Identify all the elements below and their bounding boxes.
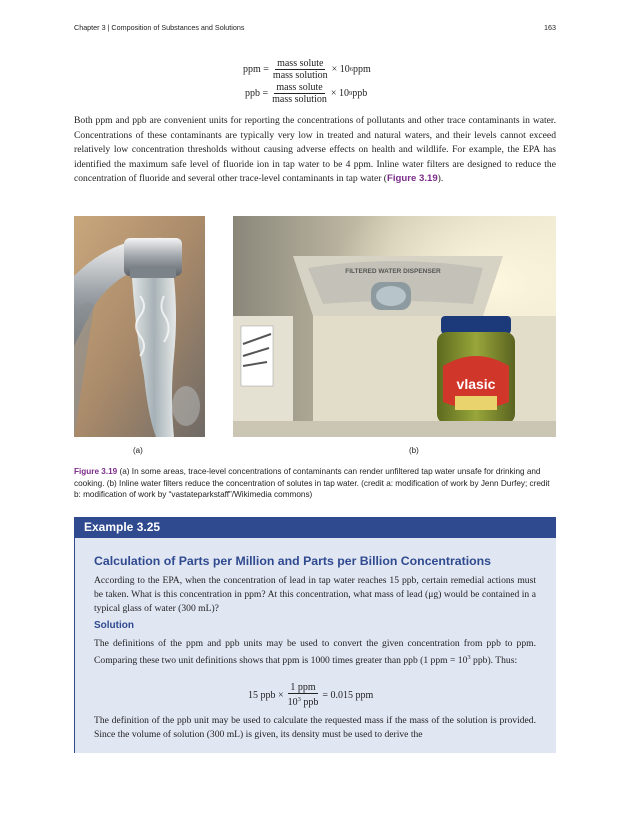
ppm-fraction xyxy=(271,58,330,81)
body-text-end: ). xyxy=(437,173,444,185)
ppb-fraction xyxy=(270,82,329,105)
ppb-denominator: mass solution xyxy=(272,94,327,105)
ppm-numerator: mass solute xyxy=(277,58,324,69)
calc-den-base: 10 xyxy=(287,697,298,708)
faucet-photo xyxy=(74,216,205,437)
ppb-unit: ppb xyxy=(352,88,368,99)
calc-denominator xyxy=(286,694,321,708)
calc-den-unit: ppb xyxy=(300,697,319,708)
ppb-exponent: 9 xyxy=(349,90,353,97)
solution-p1-text: The definitions of the ppm and ppb units may be used to convert the given concentration from ppb to ppm. Comparing these two unit definitions shows that ppm is 1000 times greater than ppb (1 ppm = 10 xyxy=(94,638,536,667)
calc-result: = 0.015 ppm xyxy=(322,689,374,701)
caption-label: Figure 3.19 xyxy=(74,467,118,476)
figure-label-a: (a) xyxy=(133,446,143,455)
ppm-denominator: mass solution xyxy=(272,70,328,81)
solution-p1-exponent: 3 xyxy=(467,654,471,662)
page-number: 163 xyxy=(544,23,556,32)
solution-p1-text-end: ppb). Thus: xyxy=(470,655,518,667)
chapter-title: Chapter 3 | Composition of Substances and Solutions xyxy=(74,23,245,32)
jar-brand: vlasic xyxy=(456,376,496,392)
figure-3-19-link[interactable]: Figure 3.19 xyxy=(387,173,438,185)
ppm-unit: ppm xyxy=(353,64,371,75)
body-text: Both ppm and ppb are convenient units for reporting the concentrations of pollutants and other trace contaminants in water. Concentrations of these contaminants are typically very low in treated and natural waters, and their levels cannot exceed relatively low concentration thresholds without causing adverse effects on health and wildlife. For example, the EPA has identified the maximum safe level of fluoride ion in tap water to be 4 ppm. Inline water filters are designed to reduce the concentration of fluoride and several other trace-level contaminants in tap water ( xyxy=(74,115,556,185)
body-paragraph xyxy=(74,114,556,187)
ppm-lhs: ppm = xyxy=(243,64,269,75)
solution-paragraph-2: The definition of the ppb unit may be used to calculate the requested mass if the mass of the solution is provided. Since the volume of solution (300 mL) is given, its density must be used to derive the xyxy=(94,715,536,741)
running-header xyxy=(74,23,556,35)
calc-numerator: 1 ppm xyxy=(290,682,316,693)
ppb-equation xyxy=(245,82,367,105)
solution-paragraph-1 xyxy=(94,637,536,668)
figure-caption xyxy=(74,466,556,501)
figure-label-b: (b) xyxy=(409,446,419,455)
ppb-lhs: ppb = xyxy=(245,88,269,99)
example-heading: Example 3.25 xyxy=(74,517,556,538)
refrigerator-illustration xyxy=(233,216,556,437)
ppb-numerator: mass solute xyxy=(276,82,323,93)
example-question: According to the EPA, when the concentration of lead in tap water reaches 15 ppb, certain remedial actions must be taken. What is this concentration in ppm? At this concentration, what mass of lead (μg) would be contained in a typical glass of water (300 mL)? xyxy=(94,575,536,615)
solution-heading: Solution xyxy=(94,620,134,631)
calc-fraction xyxy=(286,682,321,708)
caption-text: (a) In some areas, trace-level concentrations of contaminants can render unfiltered tap water unsafe for drinking and cooking. (b) Inline water filters reduce the concentration of solutes in tap water. (credit a: modification of work by Jenn Durfey; credit b: modification of work by “vastateparkstaff”/Wikimedia commons) xyxy=(74,467,550,499)
example-title: Calculation of Parts per Million and Parts per Billion Concentrations xyxy=(94,554,491,568)
calc-equation xyxy=(248,682,373,708)
ppm-exponent: 6 xyxy=(349,66,354,73)
faucet-illustration xyxy=(74,216,205,437)
ppb-multiplier: × 10 xyxy=(330,88,350,99)
ppm-equation xyxy=(243,58,371,81)
calc-lhs: 15 ppb × xyxy=(248,689,284,701)
calc-den-exponent: 3 xyxy=(297,696,301,703)
ppm-multiplier: × 10 xyxy=(331,64,350,75)
dispenser-label: FILTERED WATER DISPENSER xyxy=(345,268,441,275)
refrigerator-photo xyxy=(233,216,556,437)
